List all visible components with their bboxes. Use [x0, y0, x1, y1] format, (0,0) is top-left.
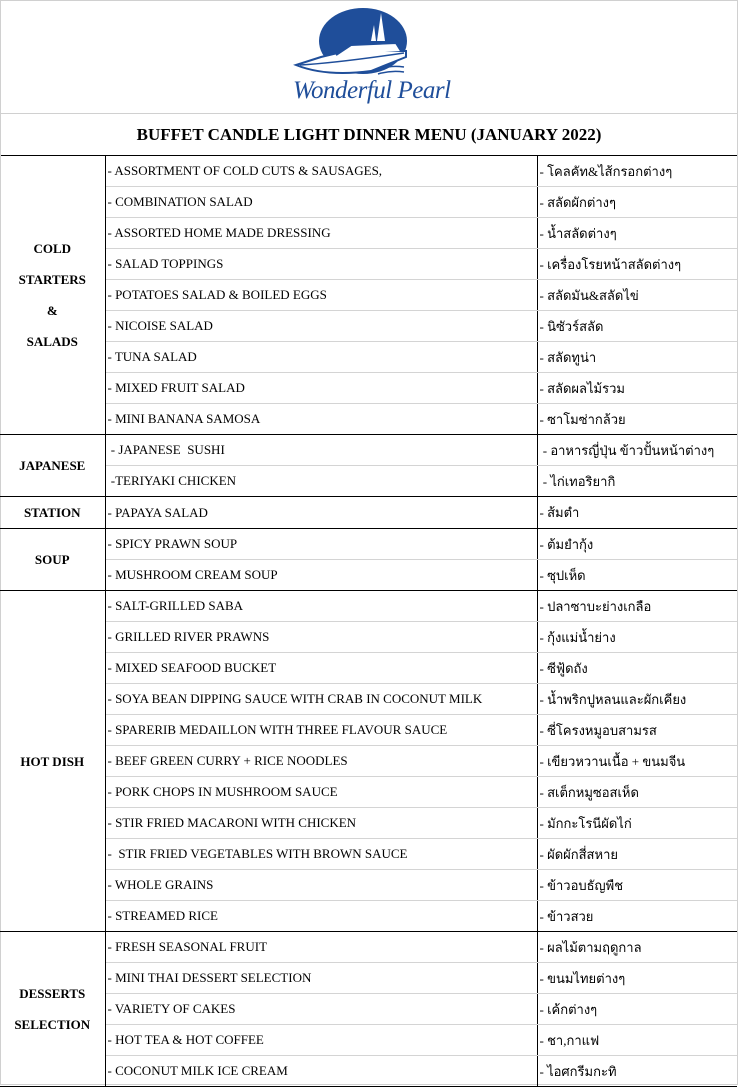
dish-english: - COCONUT MILK ICE CREAM — [105, 1056, 537, 1087]
menu-row — [0, 653, 737, 684]
menu-row — [0, 994, 737, 1025]
menu-row — [0, 808, 737, 839]
menu-row — [0, 746, 737, 777]
dish-thai: - ชา,กาแฟ — [537, 1025, 737, 1056]
dish-english: - FRESH SEASONAL FRUIT — [105, 932, 537, 963]
dish-thai: - นิซัวร์สลัด — [537, 311, 737, 342]
brand-name: Wonderful Pearl — [293, 77, 451, 104]
menu-table — [0, 156, 737, 1087]
dish-thai: - น้ำพริกปูหลนและผักเคียง — [537, 684, 737, 715]
menu-row — [0, 373, 737, 404]
menu-row — [0, 249, 737, 280]
menu-row — [0, 839, 737, 870]
dish-thai: - อาหารญี่ปุ่น ข้าวปั้นหน้าต่างๆ — [537, 435, 737, 466]
dish-thai: - น้ำสลัดต่างๆ — [537, 218, 737, 249]
dish-english: - NICOISE SALAD — [105, 311, 537, 342]
dish-english: - POTATOES SALAD & BOILED EGGS — [105, 280, 537, 311]
dish-thai: - สเต็กหมูซอสเห็ด — [537, 777, 737, 808]
dish-english: - COMBINATION SALAD — [105, 187, 537, 218]
dish-thai: - ซาโมซ่ากล้วย — [537, 404, 737, 435]
dish-thai: - กุ้งแม่น้ำย่าง — [537, 622, 737, 653]
menu-row — [0, 684, 737, 715]
menu-row — [0, 591, 737, 622]
menu-row — [0, 218, 737, 249]
dish-english: - BEEF GREEN CURRY + RICE NOODLES — [105, 746, 537, 777]
logo-header — [1, 1, 737, 114]
dish-english: - ASSORTMENT OF COLD CUTS & SAUSAGES, — [105, 156, 537, 187]
menu-title: BUFFET CANDLE LIGHT DINNER MENU (JANUARY 2022) — [1, 114, 737, 156]
menu-row — [0, 870, 737, 901]
dish-thai: - ขนมไทยต่างๆ — [537, 963, 737, 994]
dish-english: - GRILLED RIVER PRAWNS — [105, 622, 537, 653]
dish-english: - SOYA BEAN DIPPING SAUCE WITH CRAB IN COCONUT MILK — [105, 684, 537, 715]
dish-english: - STIR FRIED MACARONI WITH CHICKEN — [105, 808, 537, 839]
dish-thai: - ไอศกรีมกะทิ — [537, 1056, 737, 1087]
dish-english: - MUSHROOM CREAM SOUP — [105, 560, 537, 591]
dish-thai: - สลัดผักต่างๆ — [537, 187, 737, 218]
section-label: STATION — [0, 497, 105, 529]
dish-thai: - โคลคัท&ไส้กรอกต่างๆ — [537, 156, 737, 187]
dish-english: - MINI BANANA SAMOSA — [105, 404, 537, 435]
section-label: COLD STARTERS & SALADS — [0, 156, 105, 435]
dish-english: - SALT-GRILLED SABA — [105, 591, 537, 622]
menu-row — [0, 404, 737, 435]
menu-row — [0, 715, 737, 746]
dish-english: - HOT TEA & HOT COFFEE — [105, 1025, 537, 1056]
section-label: DESSERTS SELECTION — [0, 932, 105, 1087]
section-label: SOUP — [0, 529, 105, 591]
dish-thai: - เค้กต่างๆ — [537, 994, 737, 1025]
dish-english: - MINI THAI DESSERT SELECTION — [105, 963, 537, 994]
menu-row — [0, 963, 737, 994]
menu-row — [0, 901, 737, 932]
dish-thai: - เครื่องโรยหน้าสลัดต่างๆ — [537, 249, 737, 280]
menu-row — [0, 932, 737, 963]
menu-row — [0, 1025, 737, 1056]
section-label: HOT DISH — [0, 591, 105, 932]
menu-row — [0, 560, 737, 591]
dish-thai: - ต้มยำกุ้ง — [537, 529, 737, 560]
dish-thai: - ข้าวอบธัญพืช — [537, 870, 737, 901]
menu-row — [0, 280, 737, 311]
dish-thai: - ซี่โครงหมูอบสามรส — [537, 715, 737, 746]
dish-english: - PORK CHOPS IN MUSHROOM SAUCE — [105, 777, 537, 808]
dish-thai: - ไก่เทอริยากิ — [537, 466, 737, 497]
dish-thai: - ผัดผักสี่สหาย — [537, 839, 737, 870]
menu-row — [0, 156, 737, 187]
menu-row — [0, 187, 737, 218]
menu-row — [0, 622, 737, 653]
boat-logo-icon — [286, 5, 456, 83]
dish-english: - SPARERIB MEDAILLON WITH THREE FLAVOUR SAUCE — [105, 715, 537, 746]
dish-thai: - สลัดมัน&สลัดไข่ — [537, 280, 737, 311]
dish-english: - MIXED FRUIT SALAD — [105, 373, 537, 404]
menu-row — [0, 311, 737, 342]
dish-thai: - สลัดทูน่า — [537, 342, 737, 373]
dish-english: - TUNA SALAD — [105, 342, 537, 373]
dish-english: - STIR FRIED VEGETABLES WITH BROWN SAUCE — [105, 839, 537, 870]
section-label: JAPANESE — [0, 435, 105, 497]
dish-thai: - ปลาซาบะย่างเกลือ — [537, 591, 737, 622]
dish-thai: - ข้าวสวย — [537, 901, 737, 932]
dish-english: - MIXED SEAFOOD BUCKET — [105, 653, 537, 684]
menu-row — [0, 342, 737, 373]
dish-thai: - ส้มตำ — [537, 497, 737, 529]
dish-thai: - เขียวหวานเนื้อ + ขนมจีน — [537, 746, 737, 777]
menu-row — [0, 497, 737, 529]
dish-thai: - ผลไม้ตามฤดูกาล — [537, 932, 737, 963]
menu-row — [0, 1056, 737, 1087]
dish-english: - ASSORTED HOME MADE DRESSING — [105, 218, 537, 249]
dish-english: - JAPANESE SUSHI — [105, 435, 537, 466]
menu-row — [0, 435, 737, 466]
dish-thai: - มักกะโรนีผัดไก่ — [537, 808, 737, 839]
dish-thai: - สลัดผลไม้รวม — [537, 373, 737, 404]
dish-english: - WHOLE GRAINS — [105, 870, 537, 901]
dish-english: - SPICY PRAWN SOUP — [105, 529, 537, 560]
menu-row — [0, 466, 737, 497]
menu-row — [0, 777, 737, 808]
dish-english: - VARIETY OF CAKES — [105, 994, 537, 1025]
dish-thai: - ซุปเห็ด — [537, 560, 737, 591]
dish-english: - PAPAYA SALAD — [105, 497, 537, 529]
dish-thai: - ซีฟู้ดถัง — [537, 653, 737, 684]
menu-row — [0, 529, 737, 560]
dish-english: -TERIYAKI CHICKEN — [105, 466, 537, 497]
dish-english: - STREAMED RICE — [105, 901, 537, 932]
dish-english: - SALAD TOPPINGS — [105, 249, 537, 280]
